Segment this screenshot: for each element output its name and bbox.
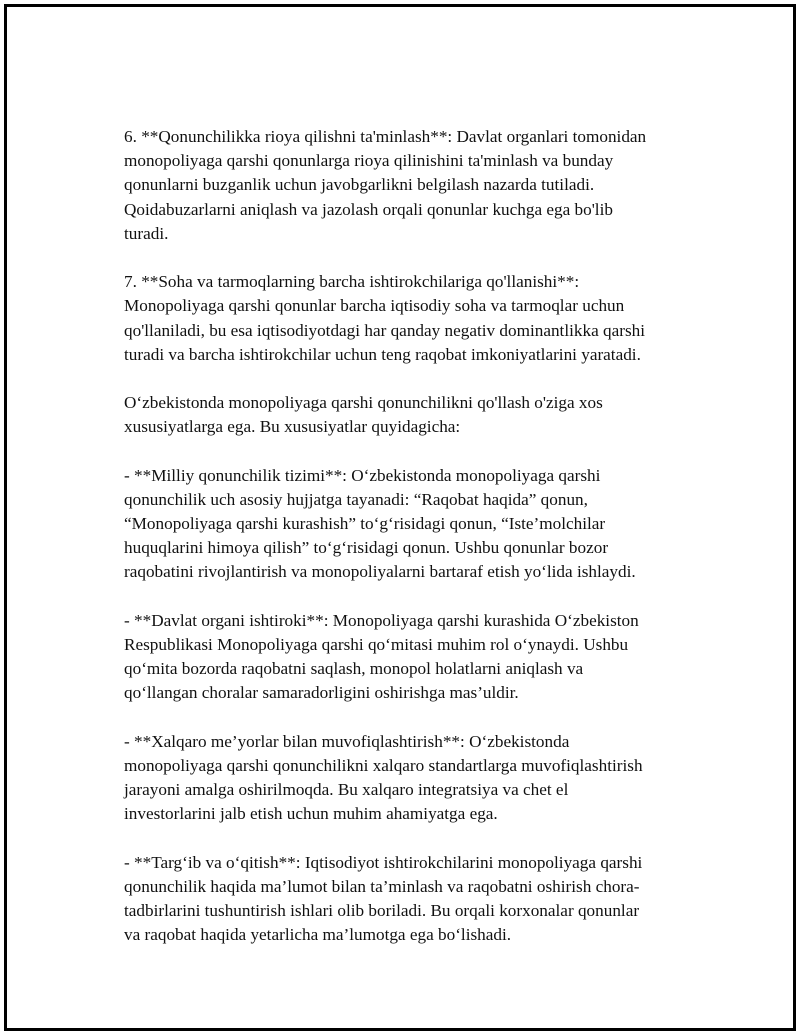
text-line: Monopoliyaga qarshi qonunlar barcha iqtisodiy soha va tarmoqlar uchun: [124, 296, 625, 316]
page-frame: [4, 4, 796, 1031]
text-line: “Monopoliyaga qarshi kurashish” to‘g‘risidagi qonun, “Iste’molchilar: [124, 514, 606, 533]
text-line: - **Davlat organi ishtiroki**: Monopoliyaga qarshi kurashida O‘zbekiston: [124, 610, 639, 630]
text-line: 7. **Soha va tarmoqlarning barcha ishtirokchilariga qo'llanishi**:: [124, 272, 580, 292]
text-line: qo‘mita bozorda raqobatni saqlash, monopol holatlarni aniqlash va: [124, 659, 584, 679]
text-line: tadbirlarini tushuntirish ishlari olib boriladi. Bu orqali korxonalar qonunlar: [124, 901, 640, 920]
text-line: turadi va barcha ishtirokchilar uchun teng raqobat imkoniyatlarini yaratadi.: [124, 344, 641, 364]
paragraph: [124, 730, 694, 827]
text-line: qonunchilik uch asosiy hujjatga tayanadi: “Raqobat haqida” qonun,: [124, 489, 588, 509]
text-line: monopoliyaga qarshi qonunlarga rioya qilinishini ta'minlash va bunday: [124, 151, 614, 171]
text-line: 6. **Qonunchilikka rioya qilishni ta'minlash**: Davlat organlari tomonidan: [124, 127, 647, 146]
text-line: xususiyatlarga ega. Bu xususiyatlar quyidagicha:: [124, 417, 461, 437]
text-line: - **Milliy qonunchilik tizimi**: O‘zbekistonda monopoliyaga qarshi: [124, 465, 601, 485]
text-line: monopoliyaga qarshi qonunchilikni xalqaro standartlarga muvofiqlashtirish: [124, 755, 643, 775]
document-body: [124, 125, 694, 972]
paragraph: [124, 391, 694, 439]
text-line: va raqobat haqida yetarlicha ma’lumotga ega bo‘lishadi.: [124, 925, 512, 945]
paragraph: [124, 464, 694, 585]
text-line: turadi.: [124, 223, 169, 243]
text-line: huquqlarini himoya qilish” to‘g‘risidagi qonun. Ushbu qonunlar bozor: [124, 538, 609, 558]
text-line: Qoidabuzarlarni aniqlash va jazolash orqali qonunlar kuchga ega bo'lib: [124, 199, 613, 219]
text-line: - **Targ‘ib va o‘qitish**: Iqtisodiyot ishtirokchilarini monopoliyaga qarshi: [124, 852, 643, 872]
text-line: qonunlarni buzganlik uchun javobgarlikni belgilash nazarda tutiladi.: [124, 175, 595, 195]
text-line: qonunchilik haqida ma’lumot bilan ta’minlash va raqobatni oshirish chora-: [124, 876, 640, 896]
text-line: qo'llaniladi, bu esa iqtisodiyotdagi har qanday negativ dominantlikka qarshi: [124, 320, 645, 340]
text-line: investorlarini jalb etish uchun muhim ahamiyatga ega.: [124, 804, 498, 824]
paragraph: [124, 851, 694, 948]
text-line: O‘zbekistonda monopoliyaga qarshi qonunchilikni qo'llash o'ziga xos: [124, 393, 603, 413]
paragraph: [124, 125, 694, 246]
paragraph: [124, 270, 694, 367]
text-line: Respublikasi Monopoliyaga qarshi qo‘mitasi muhim rol o‘ynaydi. Ushbu: [124, 634, 629, 654]
text-line: qo‘llangan choralar samaradorligini oshirishga mas’uldir.: [124, 683, 519, 703]
text-line: raqobatini rivojlantirish va monopoliyalarni bartaraf etish yo‘lida ishlaydi.: [124, 562, 636, 582]
paragraph: [124, 609, 694, 706]
text-line: - **Xalqaro me’yorlar bilan muvofiqlashtirish**: O‘zbekistonda: [124, 731, 570, 751]
text-line: jarayoni amalga oshirilmoqda. Bu xalqaro integratsiya va chet el: [124, 780, 569, 800]
